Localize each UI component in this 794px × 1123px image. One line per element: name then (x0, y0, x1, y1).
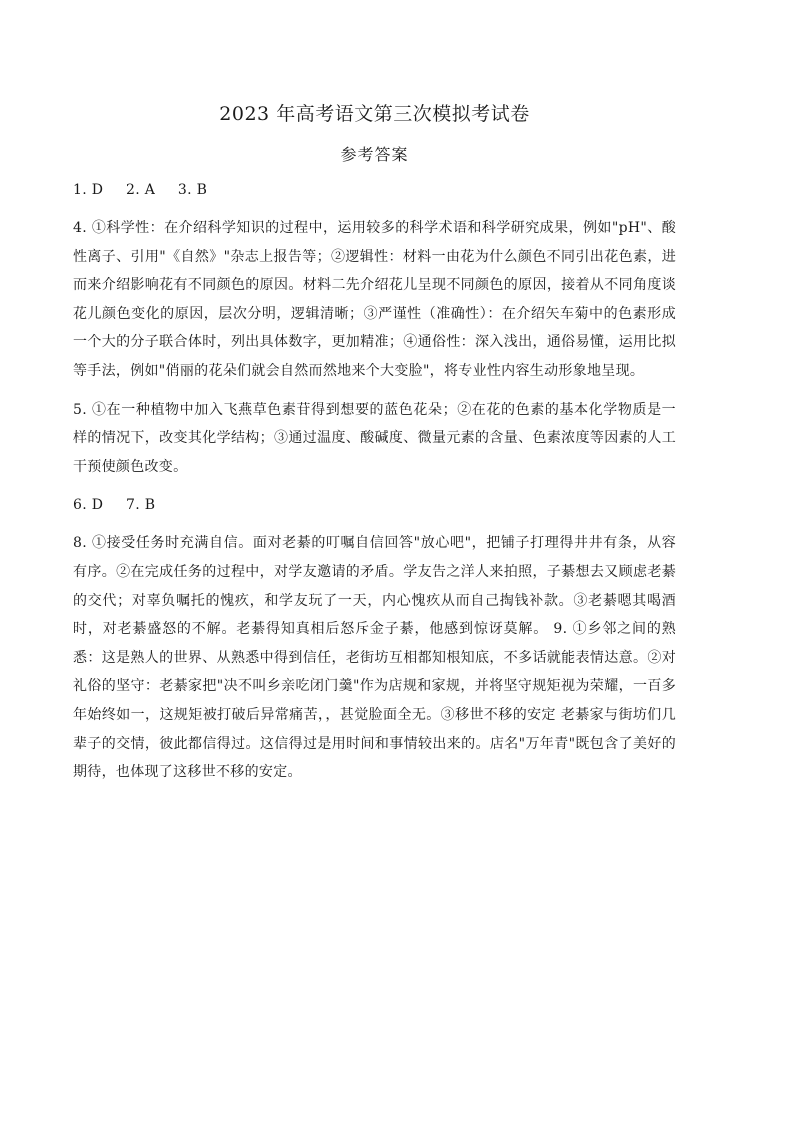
answer-2: 2. A (126, 182, 156, 198)
answer-7: 7. B (126, 497, 156, 514)
answer-8-9: 8. ①接受任务时充满自信。面对老綦的叮嘱自信回答"放心吧"，把铺子打理得井井有条，从容有序。②在完成任务的过程中，对学友邀请的矛盾。学友告之洋人来拍照，子綦想去又顾虑老綦的交代；对辜负嘱托的愧疚，和学友玩了一天，内心愧疚从而自己掏钱补款。③老綦嗯其喝酒时，对老綦盛怒的不解。老綦得知真相后怒斥金子綦，他感到惊讶莫解。 9. ①乡邻之间的熟悉：这是熟人的世界、从熟悉中得到信任，老街坊互相都知根知底，不多话就能表情达意。②对礼俗的坚守：老綦家把"决不叫乡亲吃闭门羹"作为店规和家规，并将坚守规矩视为荣耀，一百多年始终如一，这规矩被打破后异常痛苦，，甚觉脸面全无。③移世不移的安定 老綦家与街坊们几辈子的交情，彼此都信得过。这信得过是用时间和事情较出来的。店名"万年青"既包含了美好的期待，也体现了这移世不移的安定。 (73, 535, 676, 781)
answer-1: 1. D (73, 182, 104, 198)
page-title: 2023 年高考语文第三次模拟考试卷 (219, 103, 530, 125)
answers-1-3 (73, 176, 676, 204)
answer-5: 5. ①在一种植物中加入飞燕草色素苷得到想要的蓝色花朵；②在花的色素的基本化学物质是一样的情况下，改变其化学结构；③通过温度、酸碱度、微量元素的含量、色素浓度等因素的人工干预使颜色改变。 (73, 401, 676, 475)
answer-4: 4. ①科学性：在介绍科学知识的过程中，运用较多的科学术语和科学研究成果，例如"pH"、酸性离子、引用"《自然》"杂志上报告等；②逻辑性：材料一由花为什么颜色不同引出花色素，进而来介绍影响花有不同颜色的原因。材料二先介绍花儿呈现不同颜色的原因，接着从不同角度谈花儿颜色变化的原因，层次分明，逻辑清晰；③严谨性（准确性）：在介绍矢车菊中的色素形成一个大的分子联合体时，列出具体数字，更加精准；④通俗性：深入浅出，通俗易懂，运用比拟等手法，例如"俏丽的花朵们就会自然而然地来个大变脸"，将专业性内容生动形象地呈现。 (73, 220, 676, 379)
answer-3: 3. B (177, 182, 208, 198)
page-subtitle: 参考答案 (340, 145, 409, 164)
answers-6-7 (73, 491, 676, 519)
answer-6: 6. D (73, 497, 104, 514)
